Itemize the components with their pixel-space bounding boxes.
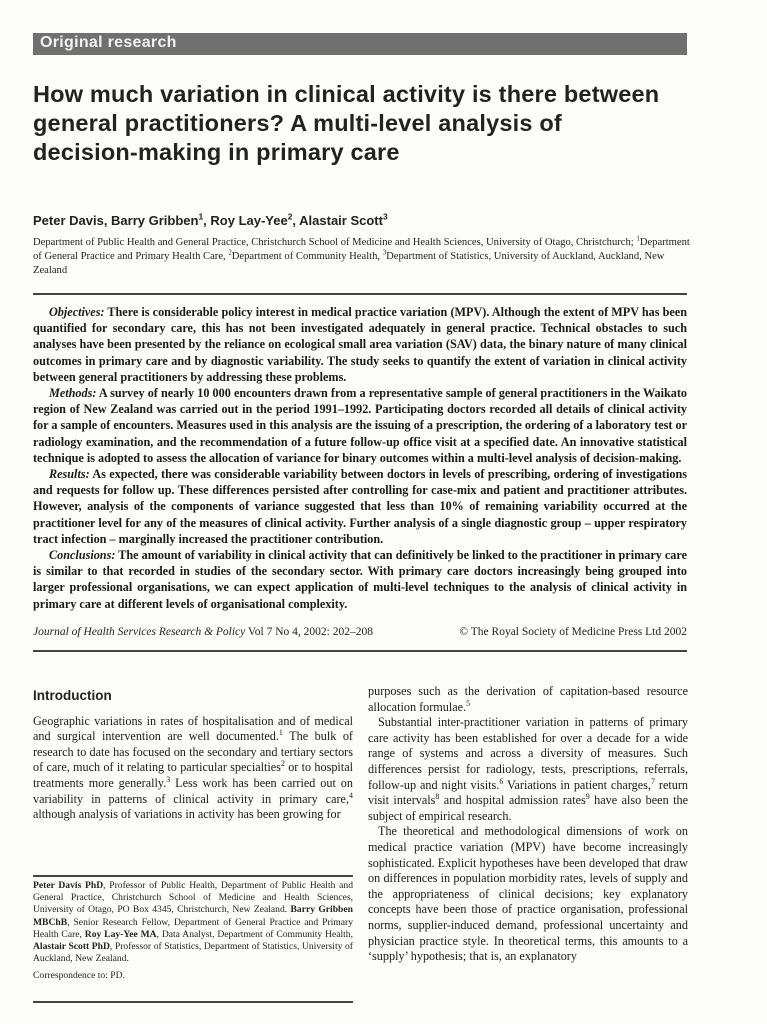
text: Geographic variations in rates of hospitalisation and of medical and surgical intervention are well documented. bbox=[33, 713, 353, 744]
text: purposes such as the derivation of capitation-based resource allocation formulae. bbox=[368, 684, 688, 714]
affiliation-text: Department of Community Health, bbox=[231, 251, 383, 262]
section-heading: Introduction bbox=[33, 688, 112, 703]
author-notes bbox=[33, 880, 353, 983]
footnote-divider bbox=[33, 875, 353, 877]
right-column bbox=[368, 684, 688, 965]
note-author: Barry Gribben MBChB bbox=[33, 904, 353, 928]
author-name: Barry Gribben bbox=[111, 213, 199, 228]
abstract-conclusions bbox=[33, 547, 687, 612]
footnote-end-divider bbox=[33, 1001, 353, 1003]
affiliation-marker: 3 bbox=[382, 211, 388, 222]
text: , Professor of Public Health, Department of Public Health and General Practice, Christchurch School of Medicine and Health Sciences, University of Otago, PO Box 4345, Christchurch, New Zealand. bbox=[33, 880, 353, 916]
abstract-methods bbox=[33, 385, 687, 466]
text: , Professor of Statistics, Department of Statistics, University of Auckland, New Zealand. bbox=[33, 941, 353, 965]
text: although analysis of variations in activity has been growing for bbox=[33, 807, 341, 822]
text: Variations in patient charges, bbox=[503, 777, 651, 792]
text: , Data Analyst, Department of Community Health, bbox=[156, 928, 353, 940]
paragraph: The theoretical and methodological dimensions of work on medical practice variation (MPV) have become increasingly sophisticated. Explicit hypotheses have been developed that draw on differences in population morbidity rates, levels of supply and the appropriateness of clinical decisions; key explanatory concepts have been those of practice organisation, professional norms, supplier-induced demand, professional uncertainty and physician practice style. In theoretical terms, this amounts to a ‘supply’ hypothesis; that is, an explanatory bbox=[368, 824, 688, 964]
journal-name: Journal of Health Services Research & Policy bbox=[33, 626, 246, 638]
abstract-text: There is considerable policy interest in medical practice variation (MPV). Although the extent of MPV has been quantified for secondary care, this has not been investigated adequately in general practice. Technical obstacles to such analyses have been presented by the reliance on ecological small area variation (SAV) data, the binary nature of many clinical outcomes in primary care and by diagnostic variability. The study seeks to quantify the extent of variation in clinical activity between general practitioners by addressing these problems. bbox=[33, 305, 687, 384]
author-name: , Alastair Scott bbox=[292, 213, 383, 228]
paragraph bbox=[368, 715, 688, 824]
author-list bbox=[33, 213, 388, 228]
abstract-text: A survey of nearly 10 000 encounters drawn from a representative sample of general practitioners in the Waikato region of New Zealand was carried out in the period 1991–1992. Participating doctors recorded all details of clinical activity for a sample of encounters. Measures used in this analysis are the issuing of a prescription, the ordering of a laboratory test or radiology examination, and the recommendation of a future follow-up office visit at a specified date. An innovative statistical technique is adopted to assess the allocation of variance for binary outcomes within a multi-level analysis of decision-making. bbox=[33, 386, 687, 465]
text: Substantial inter-practitioner variation in patterns of primary care activity has been established for over a decade for a wide range of systems and across a diversity of measures. Such differences persist for radiology, tests, prescriptions, referrals, follow-up and night visits. bbox=[368, 715, 688, 792]
abstract-text: As expected, there was considerable variability between doctors in levels of prescribing, ordering of investigations and requests for follow up. These differences persisted after controlling for case-mix and patient and practitioner attributes. However, analysis of the components of variance suggested that less than 10% of remaining variability occurred at the practitioner level for any of the measures of clinical activity. Further analysis of a single diagnostic group – upper respiratory tract infection – marginally increased the practitioner contribution. bbox=[33, 467, 687, 546]
abstract-text: The amount of variability in clinical activity that can definitively be linked to the practitioner in primary care is similar to that recorded in studies of the secondary sector. With primary care doctors increasingly being grouped into larger professional organisations, we can expect application of multi-level techniques to the analysis of clinical activity in primary care at different levels of organisational complexity. bbox=[33, 548, 687, 611]
reference-marker: 6 bbox=[499, 776, 504, 786]
section-banner bbox=[33, 33, 687, 55]
abstract bbox=[33, 304, 687, 612]
text: or to hospital treatments more generally. bbox=[33, 760, 353, 790]
affiliation-marker: 2 bbox=[287, 211, 293, 222]
reference-marker: 8 bbox=[435, 792, 440, 802]
affiliation-marker: 2 bbox=[228, 249, 232, 257]
author-note-text bbox=[33, 880, 353, 965]
affiliations bbox=[33, 236, 693, 278]
affiliation-text: Department of Public Health and General Practice, Christchurch School of Medicine and Health Sciences, University of Otago, Christchurch; bbox=[33, 237, 637, 248]
text: , Senior Research Fellow, Department of General Practice and Primary Health Care, bbox=[33, 916, 353, 940]
reference-marker: 4 bbox=[349, 790, 353, 800]
abstract-label: Conclusions: bbox=[49, 548, 116, 563]
citation-line bbox=[33, 626, 687, 638]
text: have also been the subject of empirical research. bbox=[368, 793, 688, 823]
abstract-label: Methods: bbox=[49, 386, 97, 401]
abstract-objectives bbox=[33, 304, 687, 385]
text: and hospital admission rates bbox=[439, 793, 586, 808]
abstract-label: Objectives: bbox=[49, 305, 105, 319]
reference-marker: 5 bbox=[466, 698, 471, 708]
affiliation-text: Department of General Practice and Primary Health Care, bbox=[33, 237, 690, 262]
note-author: Roy Lay-Yee MA bbox=[84, 928, 157, 940]
note-author: Alastair Scott PhD bbox=[33, 941, 110, 953]
text: The bulk of research to date has focused on the secondary and tertiary sectors of care, much of it relating to particular specialties bbox=[33, 729, 353, 775]
section-label: Original research bbox=[40, 34, 177, 51]
left-column bbox=[33, 688, 353, 823]
text: Less work has been carried out on variability in patterns of clinical activity in primary care, bbox=[33, 775, 353, 806]
note-author: Peter Davis PhD bbox=[33, 880, 104, 891]
divider bbox=[33, 650, 687, 652]
abstract-results bbox=[33, 466, 687, 547]
affiliation-text: Department of Statistics, University of Auckland, Auckland, New Zealand bbox=[33, 251, 665, 276]
reference-marker: 7 bbox=[650, 776, 655, 786]
reference-marker: 3 bbox=[166, 774, 171, 784]
abstract-label: Results: bbox=[49, 467, 90, 482]
author-name: Peter Davis, bbox=[33, 213, 112, 228]
correspondence: Correspondence to: PD. bbox=[33, 970, 125, 982]
reference-marker: 2 bbox=[280, 759, 285, 769]
text: return visit intervals bbox=[368, 777, 688, 808]
reference-marker: 9 bbox=[585, 792, 590, 802]
paragraph bbox=[368, 684, 688, 715]
divider bbox=[33, 293, 687, 295]
affiliation-marker: 1 bbox=[198, 211, 204, 222]
author-name: , Roy Lay-Yee bbox=[203, 213, 288, 228]
paragraph bbox=[33, 714, 353, 823]
journal-details: Vol 7 No 4, 2002: 202–208 bbox=[245, 626, 373, 638]
article-title: How much variation in clinical activity is there between general practitioners? A multi-level analysis of decision-making in primary care bbox=[33, 81, 660, 165]
reference-marker: 1 bbox=[278, 728, 283, 738]
affiliation-marker: 3 bbox=[382, 249, 387, 257]
copyright: © The Royal Society of Medicine Press Ltd 2002 bbox=[459, 626, 687, 638]
affiliation-marker: 1 bbox=[636, 235, 640, 243]
